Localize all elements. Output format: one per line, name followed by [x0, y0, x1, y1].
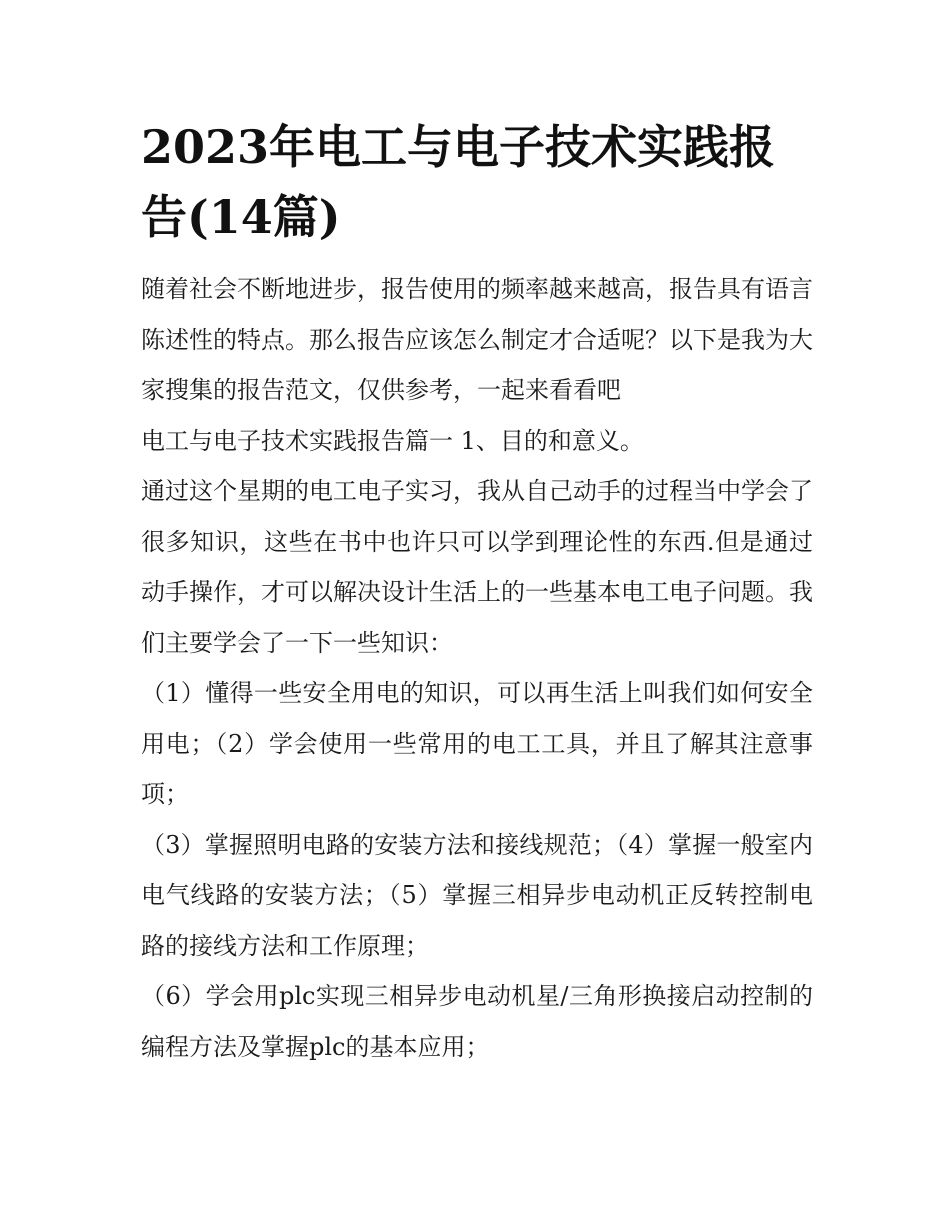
- paragraph-list-3-5: （3）掌握照明电路的安装方法和接线规范；（4）掌握一般室内电气线路的安装方法；（5）掌握三相异步电动机正反转控制电路的接线方法和工作原理；: [141, 830, 813, 960]
- document-page: [141, 112, 813, 1072]
- paragraph-intro: 随着社会不断地进步，报告使用的频率越来越高，报告具有语言陈述性的特点。那么报告应该怎么制定才合适呢？以下是我为大家搜集的报告范文，仅供参考，一起来看看吧: [141, 275, 813, 404]
- paragraph-list-6: （6）学会用plc实现三相异步电动机星/三角形换接启动控制的编程方法及掌握plc的基本应用；: [141, 982, 813, 1061]
- document-title: 2023年电工与电子技术实践报告(14篇): [141, 120, 776, 244]
- paragraph-section-heading: 电工与电子技术实践报告篇一 1、目的和意义。: [141, 426, 644, 455]
- document-body: [141, 264, 813, 1072]
- paragraph-list-1-2: （1）懂得一些安全用电的知识，可以再生活上叫我们如何安全用电；（2）学会使用一些常用的电工工具，并且了解其注意事项；: [141, 679, 813, 808]
- paragraph-body: 通过这个星期的电工电子实习，我从自己动手的过程当中学会了很多知识，这些在书中也许只可以学到理论性的东西.但是通过动手操作，才可以解决设计生活上的一些基本电工电子问题。我们主要学会了一下一些知识：: [141, 477, 813, 657]
